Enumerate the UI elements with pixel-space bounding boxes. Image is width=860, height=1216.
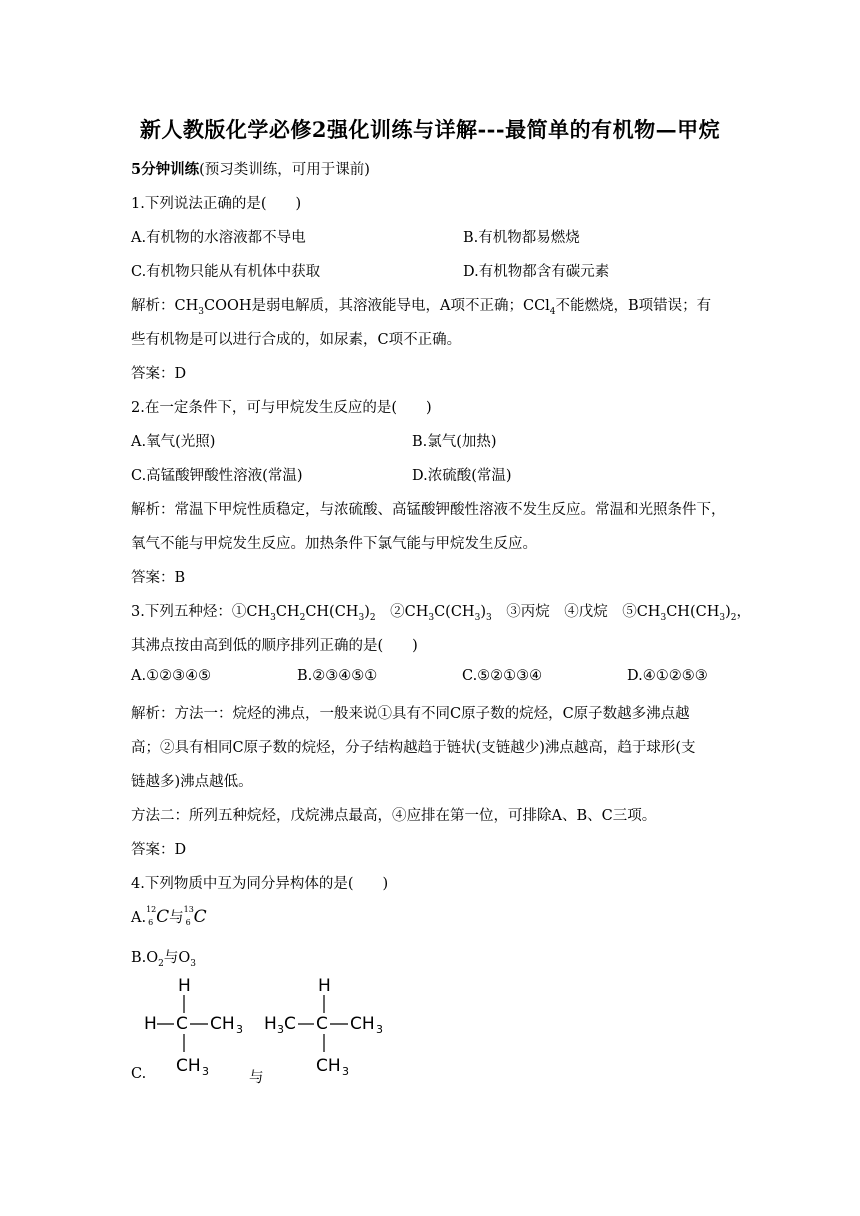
q3-option-c: C.⑤②①③④ xyxy=(462,668,543,684)
carbon-symbol-2: C xyxy=(193,907,207,927)
q3-stem-line2: 其沸点按由高到低的顺序排列正确的是( ) xyxy=(131,638,418,654)
q3-stem-prefix: 3.下列五种烃： xyxy=(131,604,232,620)
q3-explanation-line2: 高；②具有相同C原子数的烷烃，分子结构越趋于链状(支链越少)沸点越高，趋于球形(支 xyxy=(131,740,696,756)
q4-option-c-label: C. xyxy=(131,1066,147,1082)
isotope-notation-1: 12 6 xyxy=(146,905,157,927)
q4-option-c-structures xyxy=(130,970,430,1090)
q2-option-d: D.浓硫酸(常温) xyxy=(412,468,512,484)
svg-text:3: 3 xyxy=(236,1023,243,1036)
q4-a-and: 与 xyxy=(169,910,184,926)
structure-right xyxy=(264,976,383,1078)
q3-option-d: D.④①②⑤③ xyxy=(627,668,708,684)
svg-text:3: 3 xyxy=(277,1023,284,1036)
q1-explanation-line2: 些有机物是可以进行合成的，如尿素，C项不正确。 xyxy=(131,332,462,348)
q1-answer: 答案：D xyxy=(131,366,187,382)
q1-option-a: A.有机物的水溶液都不导电 xyxy=(131,230,306,246)
q3-stem-line1: 3.下列五种烃：$①CH_3CH_2CH(CH_3)_2$ $②CH_3C(CH_3)_3$ ③丙烷 ④戊烷 $⑤CH_3CH(CH_3)_2$， xyxy=(131,604,751,623)
q3-answer: 答案：D xyxy=(131,842,187,858)
q4-option-a xyxy=(131,906,207,927)
section-bold: 5分钟训练 xyxy=(131,161,200,178)
svg-text:C: C xyxy=(284,1014,296,1034)
section-heading xyxy=(131,158,370,179)
svg-text:H: H xyxy=(178,976,191,996)
svg-text:3: 3 xyxy=(342,1065,349,1078)
q3-explanation-line4: 方法二：所列五种烷烃，戊烷沸点最高，④应排在第一位，可排除A、B、C三项。 xyxy=(131,808,657,824)
q2-option-a: A.氧气(光照) xyxy=(131,434,216,450)
q1-option-b: B.有机物都易燃烧 xyxy=(463,230,580,246)
q2-explanation-line2: 氧气不能与甲烷发生反应。加热条件下氯气能与甲烷发生反应。 xyxy=(131,536,537,552)
isotope-notation-2: 13 6 xyxy=(183,905,194,927)
svg-text:C: C xyxy=(176,1014,188,1034)
q1-exp-part2: COOH是弱电解质，其溶液能导电，A项不正确；CCl xyxy=(203,298,550,314)
svg-text:CH: CH xyxy=(176,1056,201,1076)
q3-explanation-line3: 链越多)沸点越低。 xyxy=(131,774,253,790)
svg-text:CH: CH xyxy=(316,1056,341,1076)
q4-stem: 4.下列物质中互为同分异构体的是( ) xyxy=(131,876,389,892)
svg-text:CH: CH xyxy=(350,1014,375,1034)
q1-exp-part1: 解析：CH xyxy=(131,298,199,314)
q2-option-b: B.氯气(加热) xyxy=(412,434,497,450)
q2-explanation-line1: 解析：常温下甲烷性质稳定，与浓硫酸、高锰酸钾酸性溶液不发生反应。常温和光照条件下， xyxy=(131,502,726,518)
q1-option-c: C.有机物只能从有机体中获取 xyxy=(131,264,321,280)
svg-text:3: 3 xyxy=(202,1065,209,1078)
q1-stem: 1.下列说法正确的是( ) xyxy=(131,196,302,212)
carbon-symbol-1: C xyxy=(156,907,170,927)
svg-text:3: 3 xyxy=(376,1023,383,1036)
q1-option-d: D.有机物都含有碳元素 xyxy=(463,264,610,280)
q2-answer: 答案：B xyxy=(131,570,186,586)
q4-a-label: A. xyxy=(131,910,147,926)
q4-option-b: $B.O_2$与$O_3$ xyxy=(131,950,197,969)
svg-text:CH: CH xyxy=(210,1014,235,1034)
svg-text:H: H xyxy=(264,1014,277,1034)
svg-text:C: C xyxy=(316,1014,328,1034)
q3-explanation-line1: 解析：方法一：烷烃的沸点，一般来说①具有不同C原子数的烷烃，C原子数越多沸点越 xyxy=(131,706,690,722)
q3-option-a: A.①②③④⑤ xyxy=(131,668,212,684)
q1-explanation-line1: 解析：$CH_3COOH$是弱电解质，其溶液能导电，A项不正确；CCl$_4$不能燃烧，B项错误；有 xyxy=(131,298,712,317)
svg-text:H: H xyxy=(318,976,331,996)
page-title: 新人教版化学必修2强化训练与详解---最简单的有机物—甲烷 xyxy=(139,117,721,142)
q2-stem: 2.在一定条件下，可与甲烷发生反应的是( ) xyxy=(131,400,432,416)
structure-left xyxy=(144,976,243,1078)
svg-text:H: H xyxy=(144,1014,157,1034)
q3-option-b: B.②③④⑤① xyxy=(297,668,378,684)
section-note: (预习类训练，可用于课前) xyxy=(199,162,370,178)
q4-option-c-and: 与 xyxy=(249,1070,264,1086)
q2-option-c: C.高锰酸钾酸性溶液(常温) xyxy=(131,468,303,484)
q1-exp-part3: 不能燃烧，B项错误；有 xyxy=(555,298,712,314)
